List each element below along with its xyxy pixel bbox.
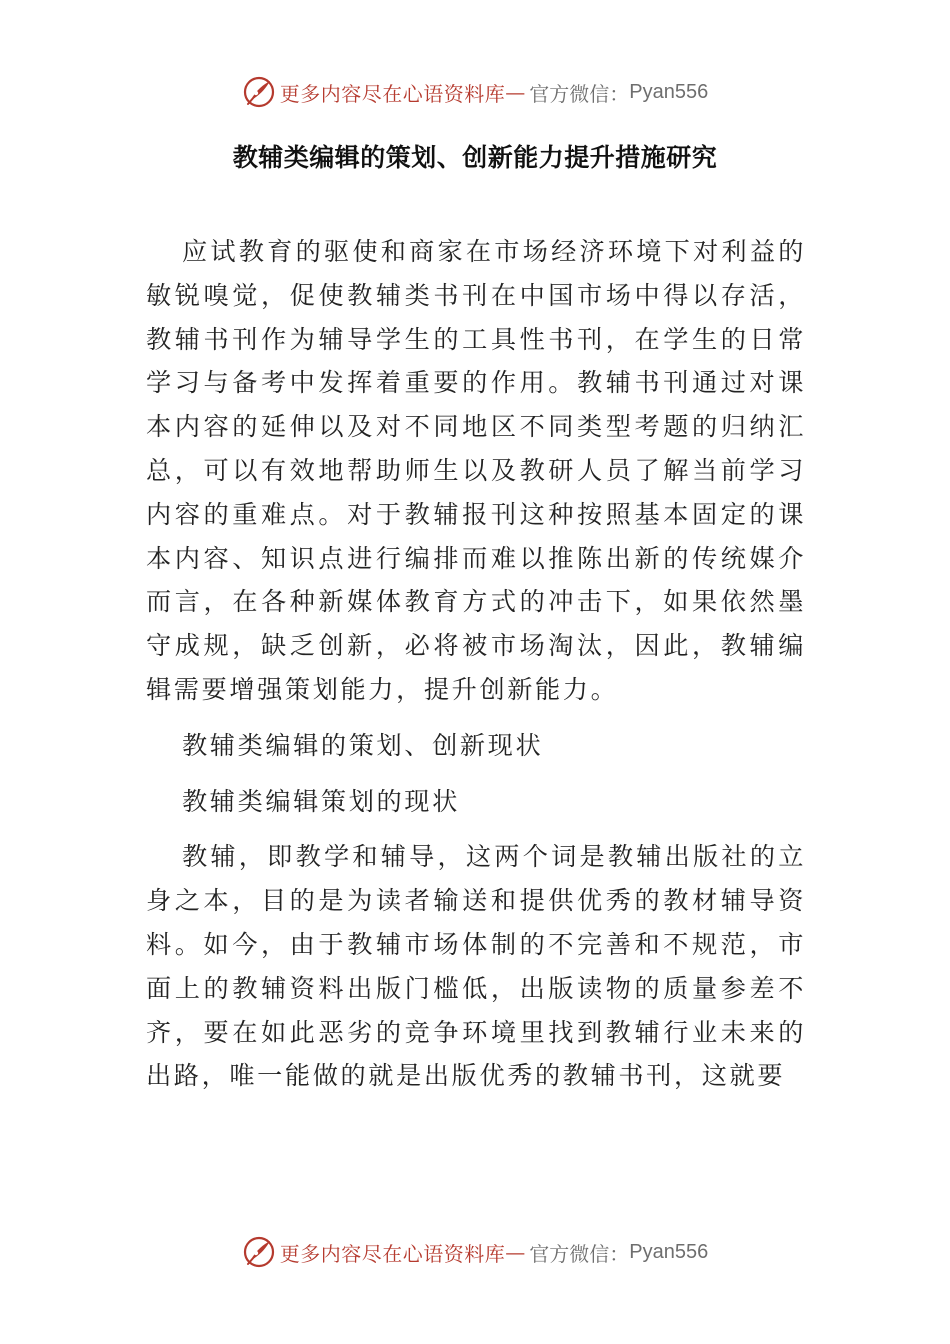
banner-separator: —	[505, 1240, 526, 1264]
footer-watermark-banner	[0, 1232, 950, 1272]
brand-slogan: 更多内容尽在心语资料库	[279, 1241, 506, 1266]
quill-pen-logo-icon	[242, 1235, 276, 1269]
document-title: 教辅类编辑的策划、创新能力提升措施研究	[232, 143, 718, 172]
quill-pen-logo-icon	[242, 75, 276, 109]
wechat-label: 官方微信：	[529, 81, 630, 106]
wechat-id: Pyan556	[629, 80, 709, 103]
brand-slogan: 更多内容尽在心语资料库	[279, 81, 506, 106]
body-paragraph: 应试教育的驱使和商家在市场经济环境下对利益的敏锐嗅觉，促使教辅类书刊在中国市场中得以存活，教辅书刊作为辅导学生的工具性书刊，在学生的日常学习与备考中发挥着重要的作用。教辅书刊通过对课本内容的延伸以及对不同地区不同类型考题的归纳汇总，可以有效地帮助师生以及教研人员了解当前学习内容的重难点。对于教辅报刊这种按照基本固定的课本内容、知识点进行编排而难以推陈出新的传统媒介而言，在各种新媒体教育方式的冲击下，如果依然墨守成规，缺乏创新，必将被市场淘汰，因此，教辅编辑需要增强策划能力，提升创新能力。	[146, 237, 806, 704]
wechat-id: Pyan556	[629, 1240, 709, 1263]
document-body	[146, 230, 806, 1098]
subsection-heading: 教辅类编辑策划的现状	[182, 786, 460, 816]
section-heading: 教辅类编辑的策划、创新现状	[182, 730, 544, 760]
banner-separator: —	[505, 80, 526, 104]
header-watermark-banner	[0, 72, 950, 112]
body-paragraph: 教辅，即教学和辅导，这两个词是教辅出版社的立身之本，目的是为读者输送和提供优秀的教材辅导资料。如今，由于教辅市场体制的不完善和不规范，市面上的教辅资料出版门槛低，出版读物的质量参差不齐，要在如此恶劣的竞争环境里找到教辅行业未来的出路，唯一能做的就是出版优秀的教辅书刊，这就要	[146, 842, 806, 1091]
wechat-label: 官方微信：	[529, 1241, 630, 1266]
